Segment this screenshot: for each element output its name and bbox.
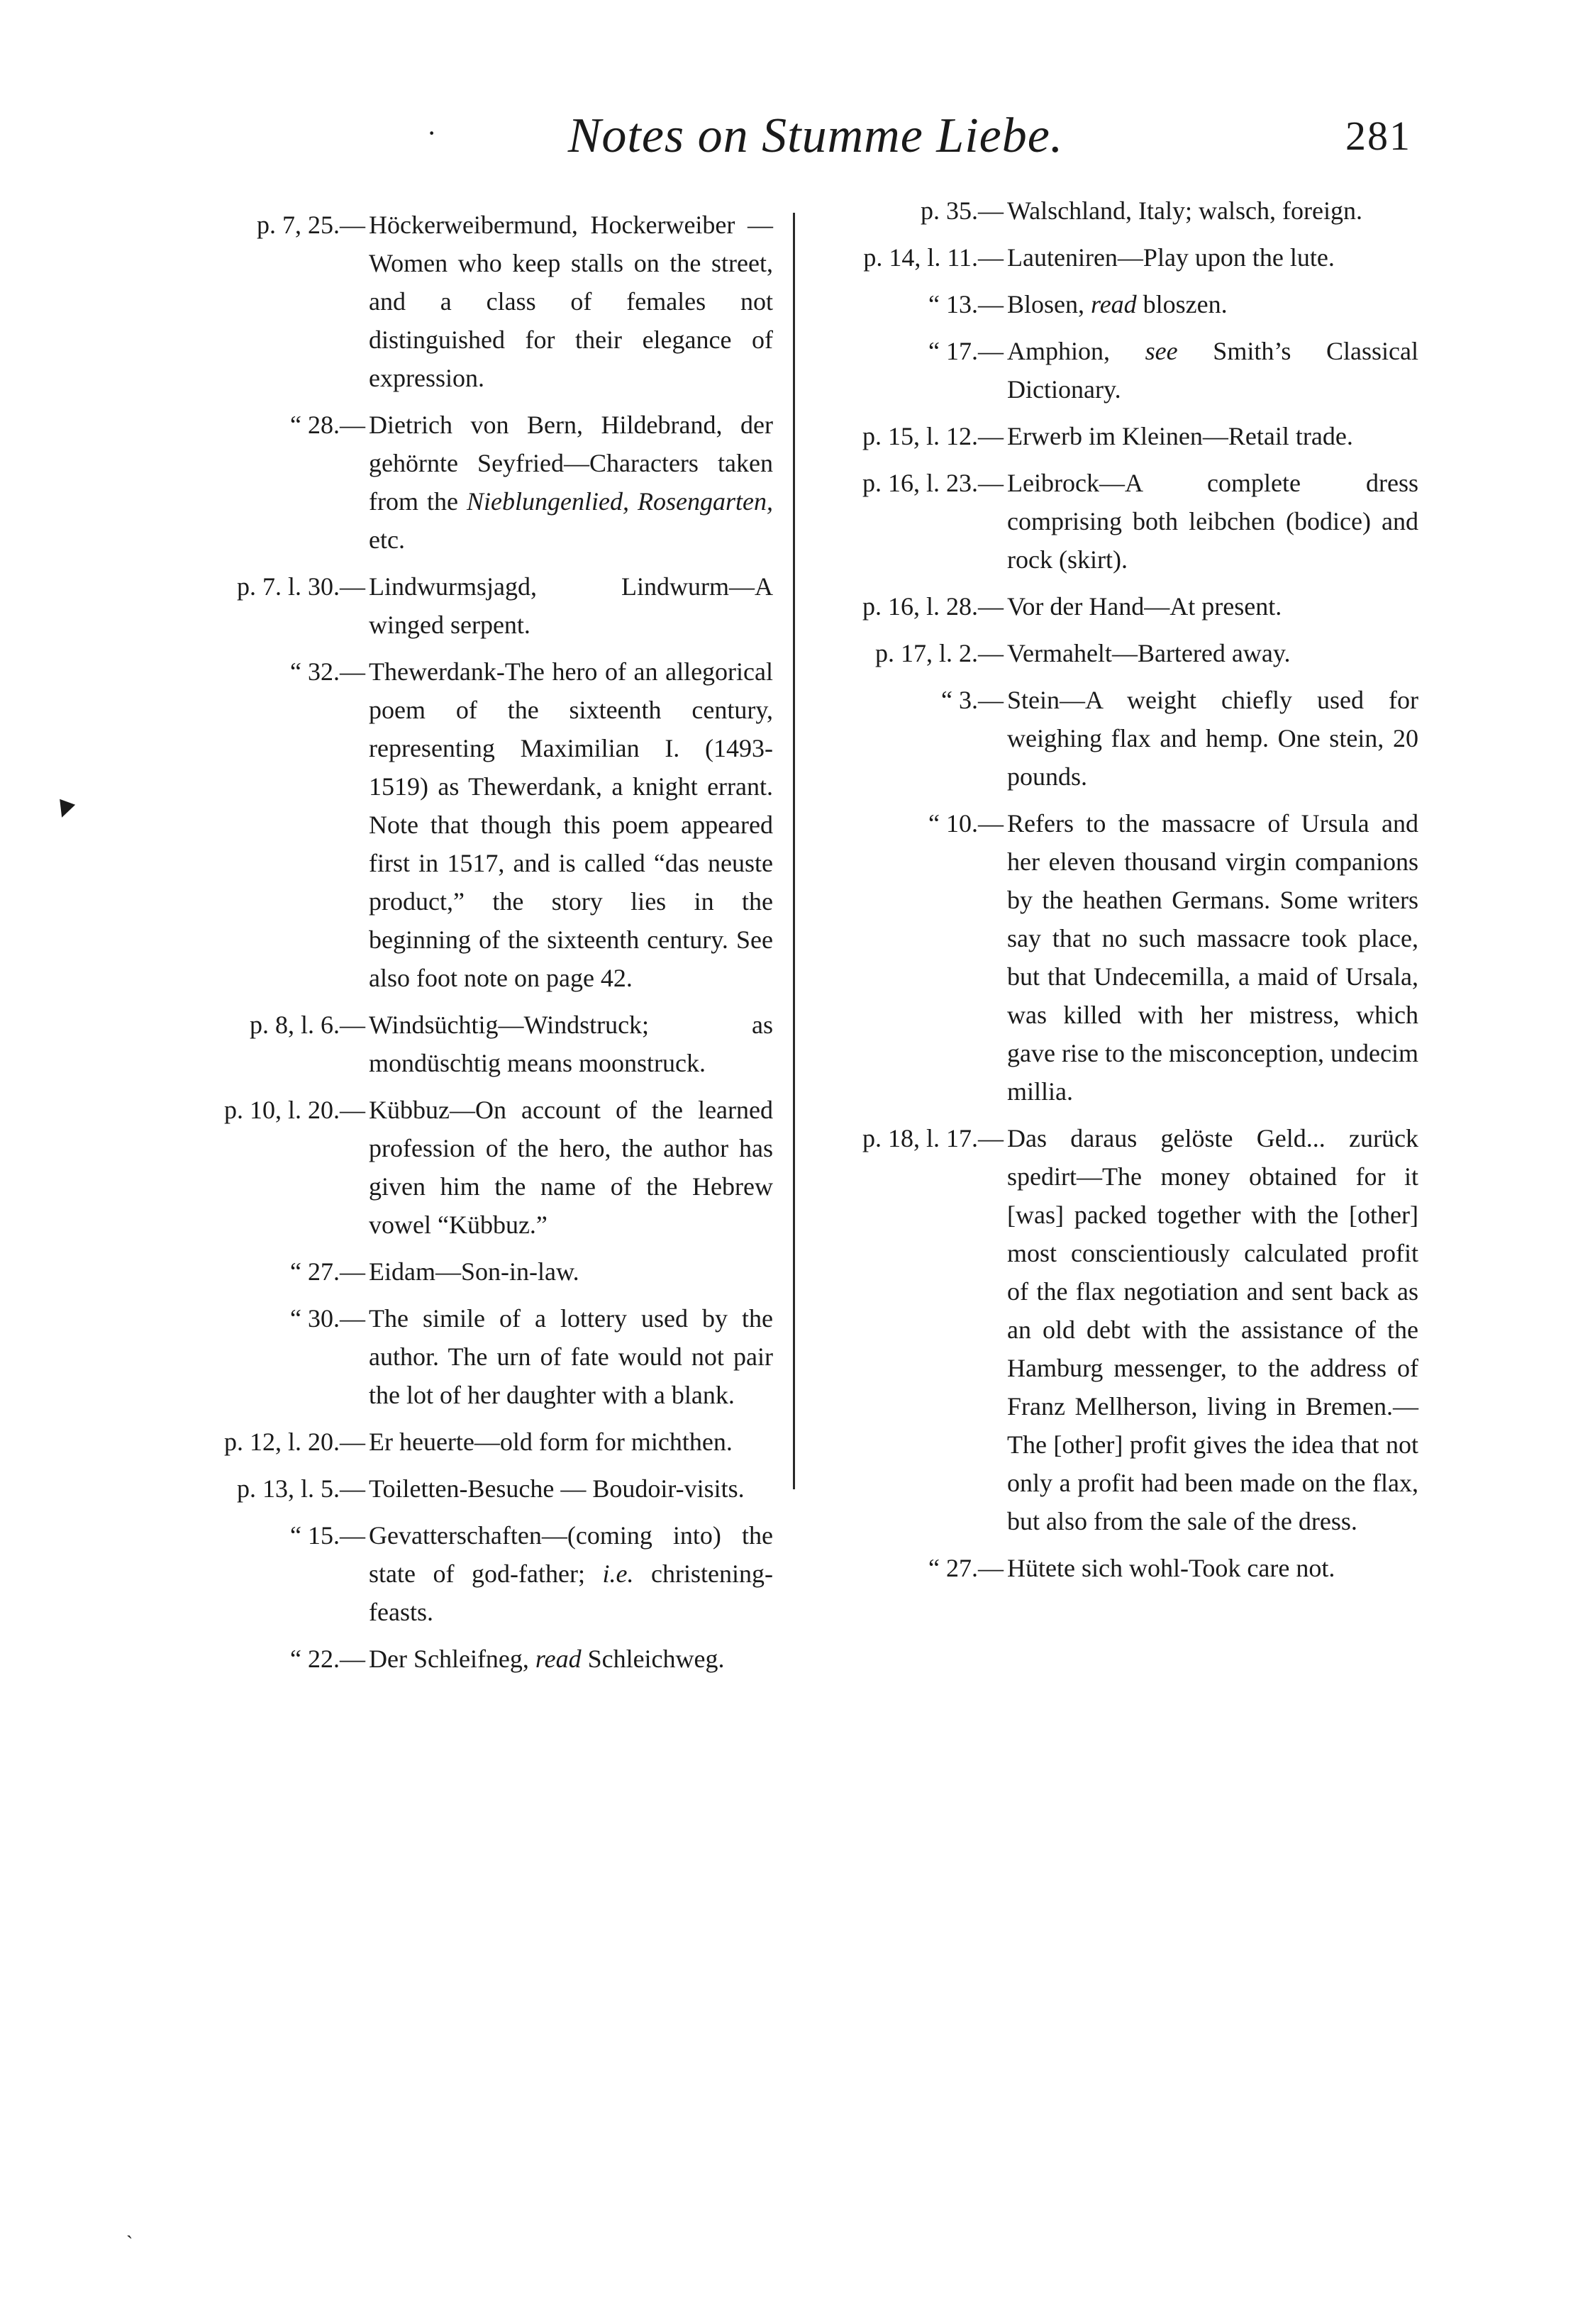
note-entry xyxy=(823,191,1418,230)
note-text-italic: read xyxy=(1091,290,1137,318)
note-entry xyxy=(177,1252,773,1291)
note-text-italic: Nieblungenlied, Rosengarten, xyxy=(467,487,773,516)
note-entry xyxy=(177,1091,773,1244)
note-text-main: Leibrock—A complete dress comprising both leibchen (bodice) and rock (skirt). xyxy=(1007,469,1418,574)
note-text xyxy=(369,1252,773,1291)
note-text-main: Stein—A weight chiefly used for weighing flax and hemp. One stein, 20 pounds. xyxy=(1007,686,1418,791)
note-text-main: Toiletten-Besuche — Boudoir-visits. xyxy=(369,1474,745,1503)
note-text xyxy=(369,1640,773,1678)
note-reference: p. 13, l. 5.— xyxy=(236,1474,365,1503)
note-text xyxy=(369,1469,773,1508)
note-text-main: Vermahelt—Bartered away. xyxy=(1007,639,1291,667)
note-text-main: Blosen, xyxy=(1007,290,1091,318)
note-entry xyxy=(177,206,773,397)
note-text xyxy=(1007,804,1418,1111)
note-entry xyxy=(823,634,1418,672)
note-text-main: Refers to the massacre of Ursula and her eleven thousand virgin companions by the heathen Germans. Some writers say that no such massacre took place, but that Undecemilla, a maid of Ursala, was killed with her mistress, which gave rise to the misconception, undecim millia. xyxy=(1007,809,1418,1106)
note-reference: “ 17.— xyxy=(928,337,1004,365)
note-text-main: Das daraus gelöste Geld... zurück spedirt—The money obtained for it [was] packed together with the [other] most conscientiously calculated profit of the flax negotiation and sent back as an old debt with the assistance of the Hamburg messenger, to the address of Franz Mellherson, living in Bremen.—The [other] profit gives the idea that not only a profit had been made on the flax, but also from the sale of the dress. xyxy=(1007,1124,1418,1535)
note-reference: p. 7. l. 30.— xyxy=(236,572,365,601)
header-ornament-dot: · xyxy=(427,117,437,149)
note-entry xyxy=(177,1006,773,1082)
note-entry xyxy=(177,1299,773,1414)
note-reference: p. 14, l. 11.— xyxy=(863,243,1004,272)
right-notes-column xyxy=(823,191,1418,1596)
note-text-tail: Smith’s Classical Dictionary. xyxy=(1007,337,1418,404)
note-reference: “ 15.— xyxy=(290,1521,365,1550)
note-text-main: Lindwurmsjagd, Lindwurm—A winged serpent. xyxy=(369,572,773,639)
note-entry xyxy=(177,406,773,559)
note-text xyxy=(369,1299,773,1414)
left-notes-column xyxy=(177,206,773,1686)
note-reference: “ 30.— xyxy=(290,1304,365,1333)
note-text xyxy=(369,206,773,397)
note-reference: “ 10.— xyxy=(928,809,1004,838)
note-text xyxy=(369,1006,773,1082)
margin-tick-mark: ˋ xyxy=(126,2233,133,2254)
note-reference: p. 7, 25.— xyxy=(257,211,365,239)
note-text xyxy=(1007,464,1418,579)
note-reference: “ 22.— xyxy=(290,1645,365,1673)
note-reference: “ 28.— xyxy=(290,411,365,439)
note-entry xyxy=(177,567,773,644)
note-text-main: Dietrich von Bern, Hildebrand, der gehörnte Seyfried—Characters taken from the xyxy=(369,411,773,516)
margin-arrow-mark: ▼ xyxy=(46,788,84,828)
note-text-tail: bloszen. xyxy=(1136,290,1228,318)
note-text-main: Höckerweibermund, Hockerweiber —Women who keep stalls on the street, and a class of females not distinguished for their elegance of expression. xyxy=(369,211,773,392)
note-reference: p. 12, l. 20.— xyxy=(223,1428,365,1456)
note-text xyxy=(1007,1119,1418,1540)
note-entry xyxy=(823,285,1418,323)
note-entry xyxy=(177,652,773,997)
note-text-main: Thewerdank-The hero of an allegorical poem of the sixteenth century, representing Maximilian I. (1493-1519) as Thewerdank, a knight errant. Note that though this poem appeared first in 1517, and is called “das neuste product,” the story lies in the beginning of the sixteenth century. See also foot note on page 42. xyxy=(369,657,773,992)
note-entry xyxy=(823,238,1418,277)
note-text-main: Gevatterschaften—(coming into) the state of god-father; xyxy=(369,1521,773,1588)
note-text xyxy=(369,652,773,997)
note-text-tail: etc. xyxy=(369,526,405,554)
note-text-main: Walschland, Italy; walsch, foreign. xyxy=(1007,196,1362,225)
note-text xyxy=(369,1516,773,1631)
note-text-main: The simile of a lottery used by the author. The urn of fate would not pair the lot of her daughter with a blank. xyxy=(369,1304,773,1409)
note-reference: p. 35.— xyxy=(921,196,1004,225)
note-entry xyxy=(823,332,1418,408)
note-text xyxy=(1007,332,1418,408)
note-reference: “ 32.— xyxy=(290,657,365,686)
note-text-main: Erwerb im Kleinen—Retail trade. xyxy=(1007,422,1353,450)
note-text-main: Windsüchtig—Windstruck; as mondüschtig means moonstruck. xyxy=(369,1011,773,1077)
note-reference: p. 17, l. 2.— xyxy=(874,639,1004,667)
note-text-tail: christening-feasts. xyxy=(369,1559,773,1626)
note-entry xyxy=(823,681,1418,796)
note-text-main: Vor der Hand—At present. xyxy=(1007,592,1282,621)
note-entry xyxy=(823,464,1418,579)
page-number: 281 xyxy=(1345,113,1411,159)
note-text xyxy=(1007,238,1418,277)
note-text-main: Kübbuz—On account of the learned profession of the hero, the author has given him the name of the Hebrew vowel “Kübbuz.” xyxy=(369,1096,773,1239)
running-title: Notes on Stumme Liebe. xyxy=(567,109,1064,163)
note-entry xyxy=(823,1119,1418,1540)
note-text-italic: read xyxy=(535,1645,582,1673)
note-entry xyxy=(177,1516,773,1631)
note-text xyxy=(1007,681,1418,796)
note-entry xyxy=(823,804,1418,1111)
note-reference: “ 3.— xyxy=(941,686,1004,714)
note-text-italic: i.e. xyxy=(602,1559,634,1588)
column-divider-rule xyxy=(793,213,795,1489)
note-text-main: Der Schleifneg, xyxy=(369,1645,535,1673)
note-text xyxy=(1007,634,1418,672)
note-reference: p. 18, l. 17.— xyxy=(862,1124,1004,1152)
note-entry xyxy=(177,1423,773,1461)
note-entry xyxy=(823,1549,1418,1587)
note-entry xyxy=(177,1640,773,1678)
note-text xyxy=(1007,587,1418,626)
note-text-main: Eidam—Son-in-law. xyxy=(369,1257,579,1286)
note-reference: “ 13.— xyxy=(928,290,1004,318)
note-text-main: Hütete sich wohl-Took care not. xyxy=(1007,1554,1335,1582)
note-reference: p. 15, l. 12.— xyxy=(862,422,1004,450)
note-text-italic: see xyxy=(1145,337,1178,365)
note-text-main: Er heuerte—old form for michthen. xyxy=(369,1428,733,1456)
note-text xyxy=(1007,417,1418,455)
note-text-main: Amphion, xyxy=(1007,337,1145,365)
note-reference: p. 16, l. 23.— xyxy=(862,469,1004,497)
note-entry xyxy=(823,417,1418,455)
note-text xyxy=(369,1423,773,1461)
note-text xyxy=(1007,1549,1418,1587)
note-reference: p. 16, l. 28.— xyxy=(862,592,1004,621)
note-text xyxy=(369,567,773,644)
note-reference: “ 27.— xyxy=(290,1257,365,1286)
note-entry xyxy=(823,587,1418,626)
note-text xyxy=(369,1091,773,1244)
note-text xyxy=(1007,191,1418,230)
note-reference: p. 10, l. 20.— xyxy=(223,1096,365,1124)
note-entry xyxy=(177,1469,773,1508)
note-text xyxy=(1007,285,1418,323)
note-text-tail: Schleichweg. xyxy=(581,1645,725,1673)
note-text xyxy=(369,406,773,559)
note-reference: “ 27.— xyxy=(928,1554,1004,1582)
note-text-main: Lauteniren—Play upon the lute. xyxy=(1007,243,1335,272)
note-reference: p. 8, l. 6.— xyxy=(249,1011,365,1039)
